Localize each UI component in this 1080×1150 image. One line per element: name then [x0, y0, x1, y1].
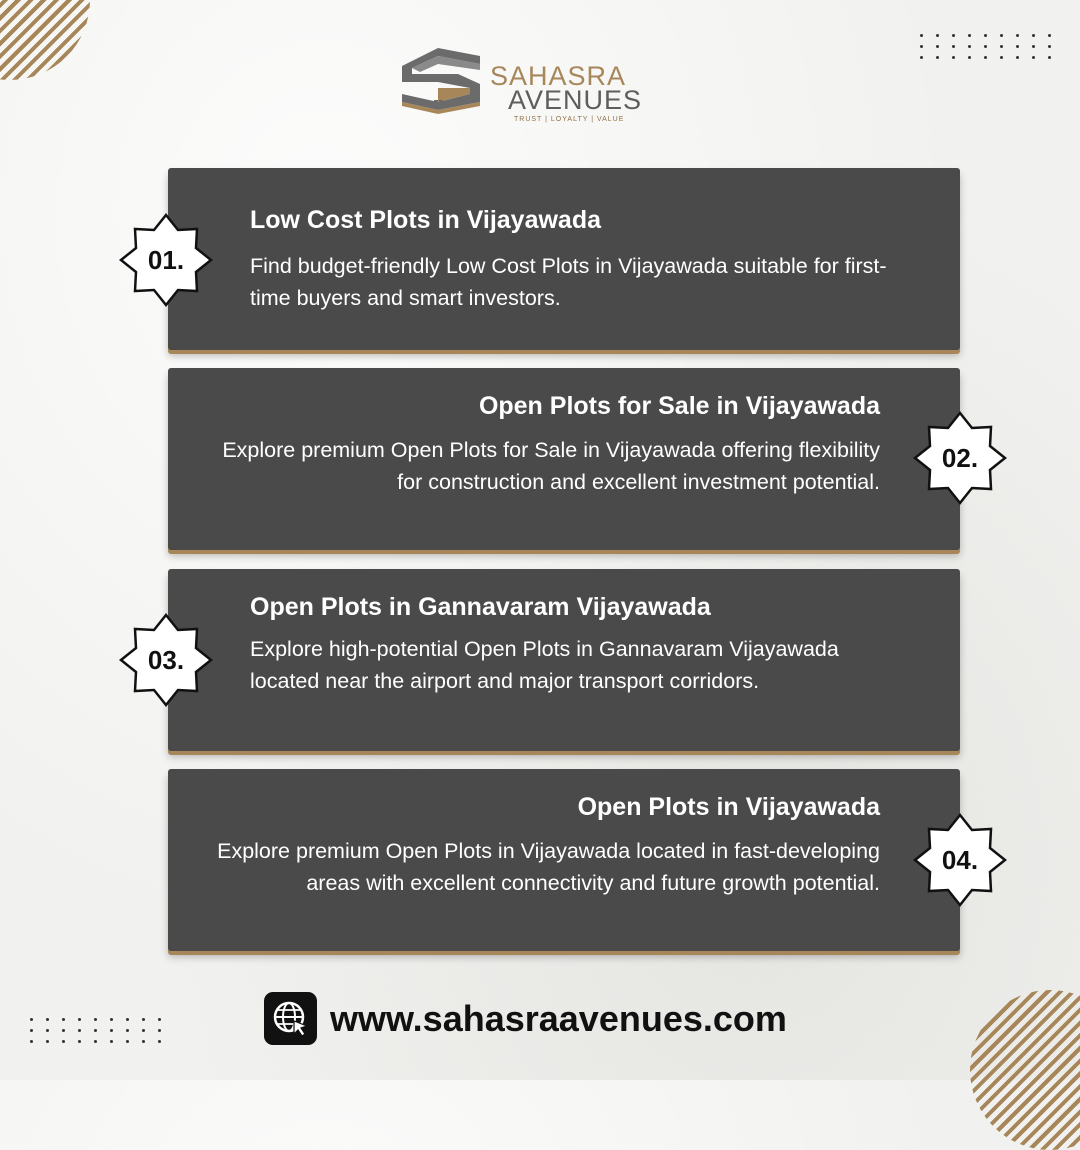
number-badge-1 — [118, 212, 214, 308]
card-description: Explore high-potential Open Plots in Gannavaram Vijayawada located near the airport and major transport corridors. — [250, 637, 839, 693]
feature-card-1 — [168, 168, 960, 350]
logo-mark-icon — [398, 44, 484, 114]
feature-card-2 — [168, 368, 960, 550]
card-title: Open Plots in Gannavaram Vijayawada — [250, 593, 711, 621]
feature-card-3 — [168, 569, 960, 751]
decorative-stripe-circle-top-left — [0, 0, 90, 80]
badge-number: 04. — [941, 845, 979, 875]
number-badge-4 — [912, 812, 1008, 908]
badge-number: 02. — [941, 443, 979, 473]
decorative-dot-grid-top-right — [920, 34, 1056, 59]
card-description: Explore premium Open Plots in Vijayawada located in fast-developing areas with excellent connectivity and future growth potential. — [217, 839, 880, 895]
card-title: Low Cost Plots in Vijayawada — [250, 206, 602, 234]
card-description: Explore premium Open Plots for Sale in Vijayawada offering flexibility for construction and excellent investment potential. — [222, 438, 880, 494]
badge-number: 03. — [147, 645, 185, 675]
logo-text — [490, 61, 643, 123]
card-description: Find budget-friendly Low Cost Plots in Vijayawada suitable for first-time buyers and smart investors. — [250, 254, 887, 310]
decorative-dot-grid-bottom-left — [30, 1018, 166, 1043]
website-url-link[interactable]: www.sahasraavenues.com — [330, 998, 787, 1039]
brand-tagline: TRUST | LOYALTY | VALUE — [514, 116, 625, 123]
decorative-stripe-circle-bottom-right — [970, 990, 1080, 1150]
number-badge-2 — [912, 410, 1008, 506]
number-badge-3 — [118, 612, 214, 708]
globe-cursor-icon — [264, 992, 317, 1045]
brand-logo — [398, 44, 688, 124]
card-title: Open Plots for Sale in Vijayawada — [478, 392, 880, 420]
card-title: Open Plots in Vijayawada — [577, 793, 880, 821]
feature-card-4 — [168, 769, 960, 951]
brand-name-line1: SAHASRA — [490, 61, 627, 91]
badge-number: 01. — [147, 245, 185, 275]
brand-name-line2: AVENUES — [508, 85, 643, 115]
